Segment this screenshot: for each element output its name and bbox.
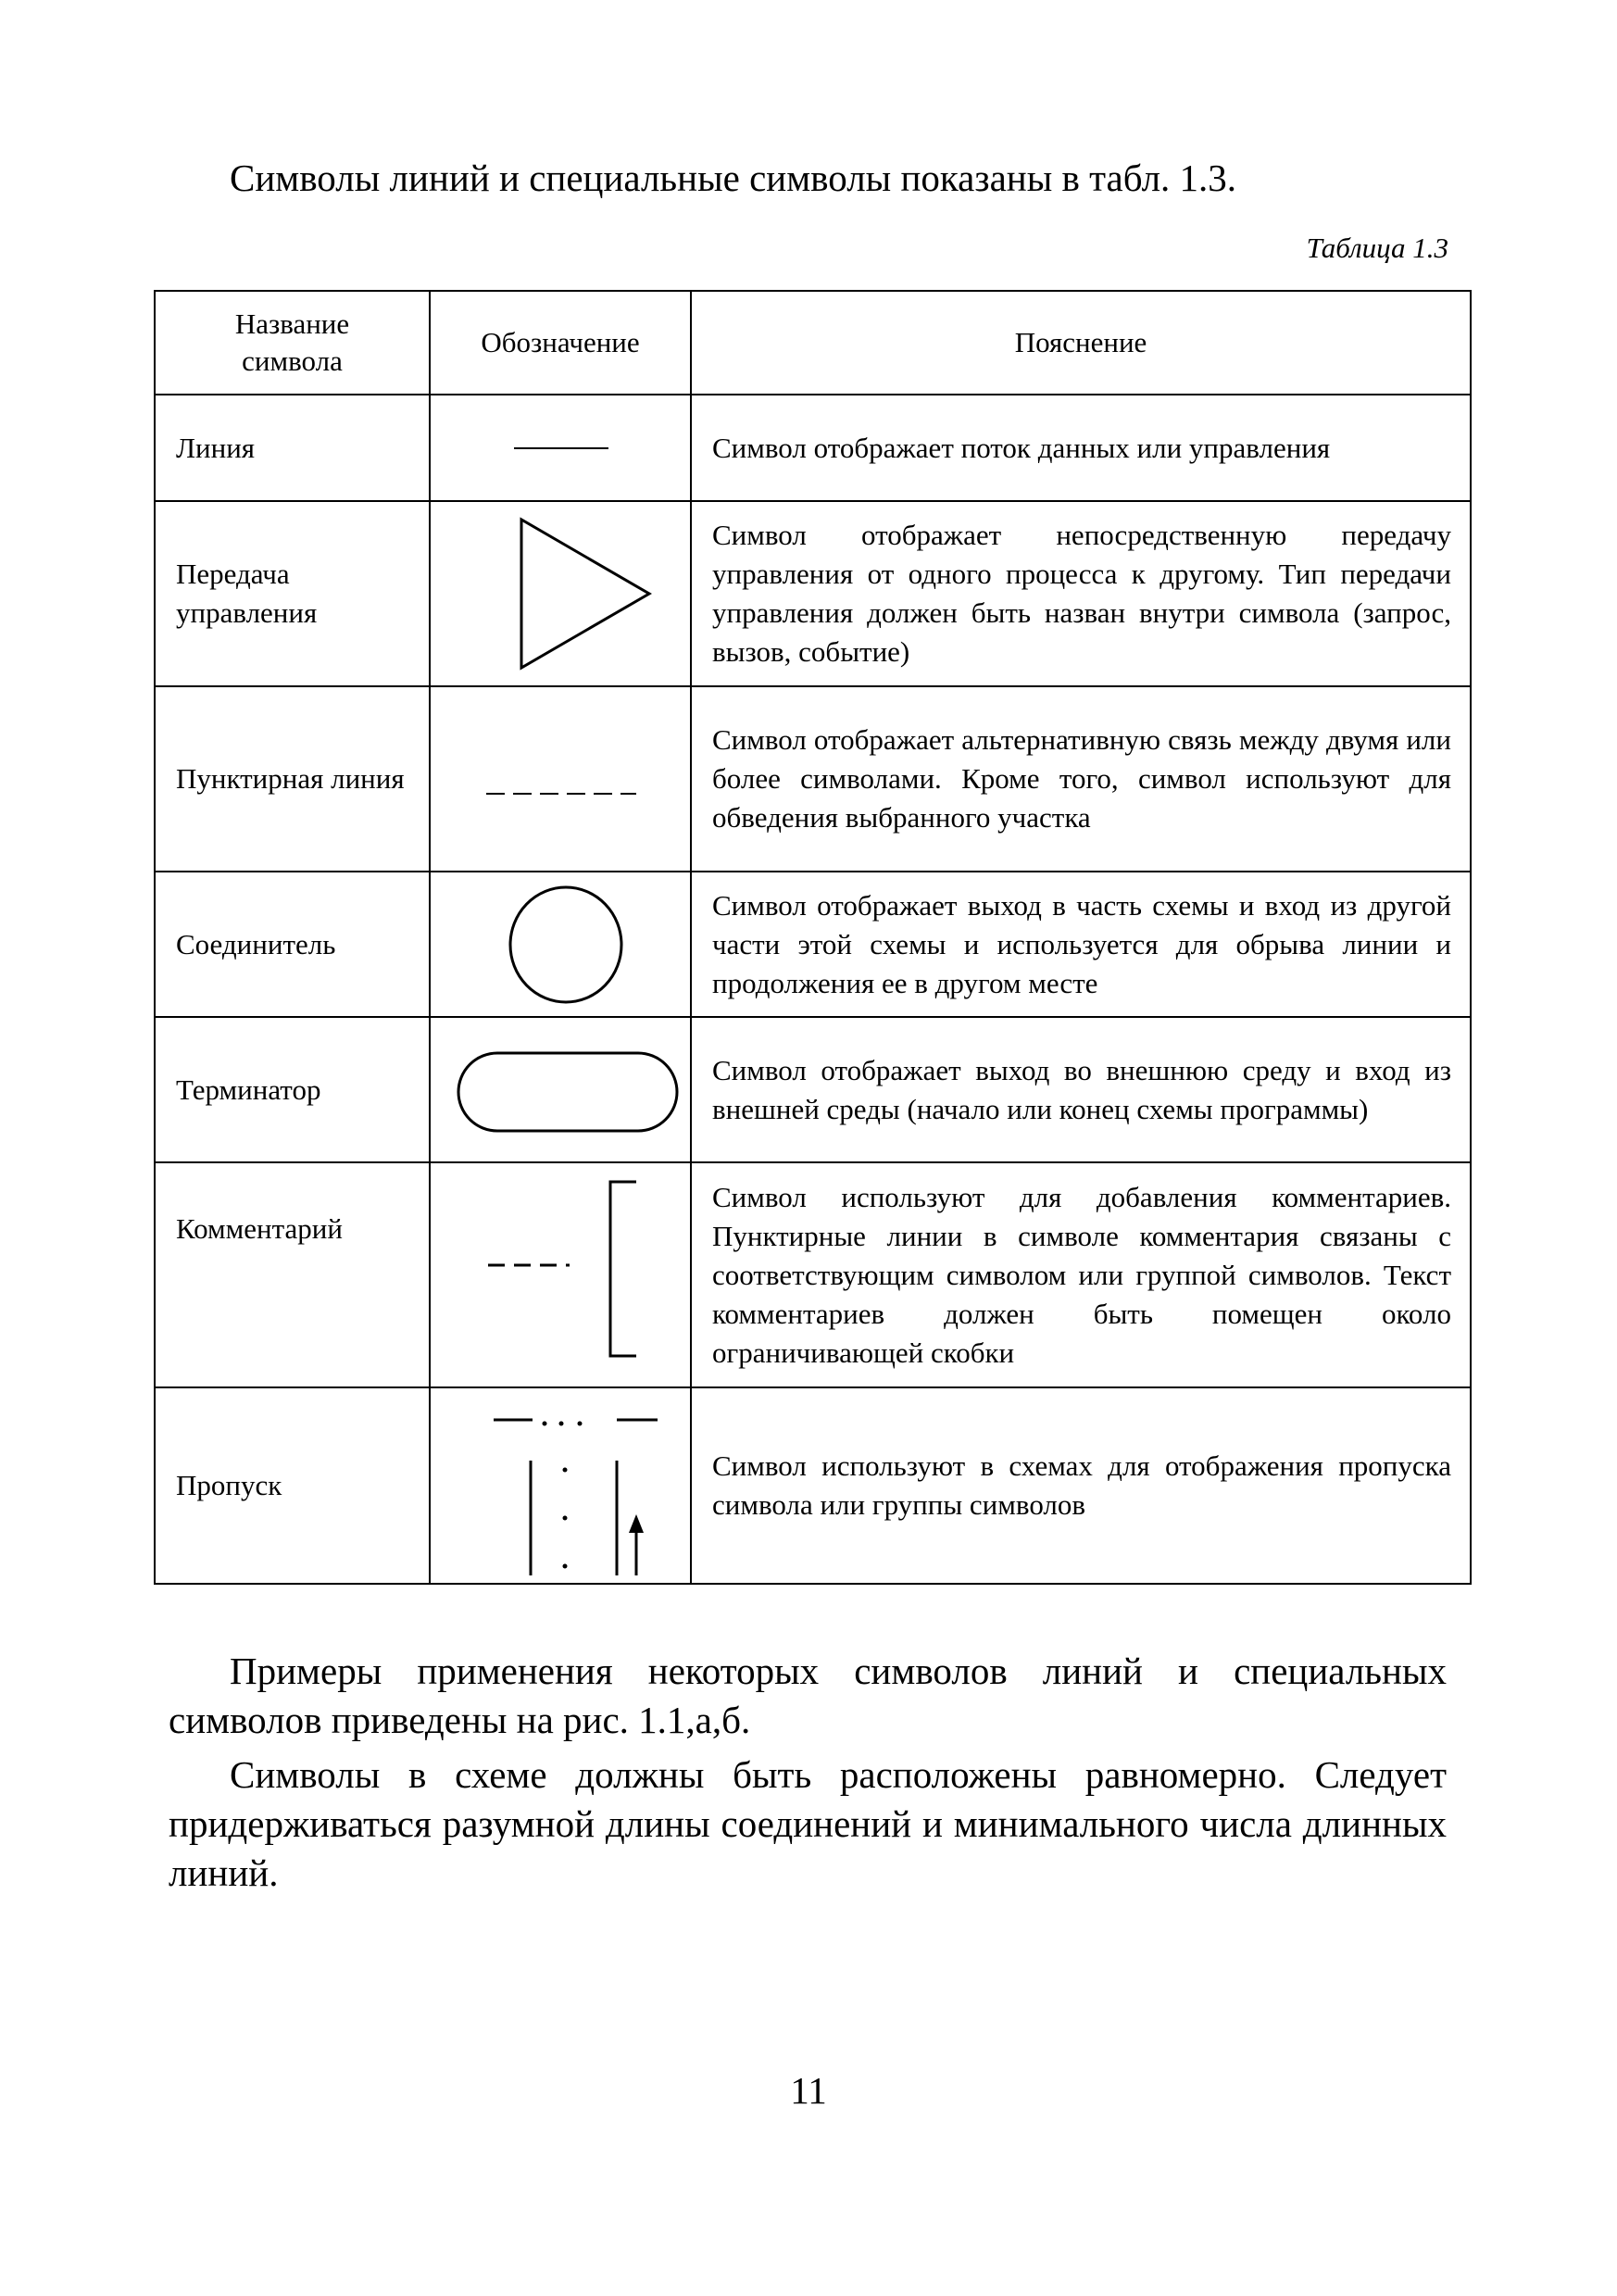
row-description: Символ отображает поток данных или управления xyxy=(691,395,1471,501)
row-name: Соединитель xyxy=(155,872,430,1017)
symbols-table xyxy=(154,290,1472,1585)
row-name: Линия xyxy=(155,395,430,501)
header-name: Название символа xyxy=(155,291,430,395)
page-number: 11 xyxy=(790,2069,827,2112)
table-row xyxy=(155,1387,1471,1584)
table-header-row xyxy=(155,291,1471,395)
table-row xyxy=(155,686,1471,872)
row-name: Комментарий xyxy=(155,1162,430,1387)
line-icon xyxy=(431,430,692,467)
paragraph-examples: Примеры применения некоторых символов линий и специальных символов приведены на рис. 1.1,а,б. xyxy=(169,1650,1447,1741)
row-name: Терминатор xyxy=(155,1017,430,1162)
control-transfer-triangle-icon xyxy=(431,512,692,675)
row-symbol xyxy=(430,501,691,686)
row-description: Символ отображает выход в часть схемы и вход из другой части этой схемы и используется для обрыва линии и продолжения ее в другом месте xyxy=(691,872,1471,1017)
row-name: Передача управления xyxy=(155,501,430,686)
table-row xyxy=(155,1017,1471,1162)
table-caption: Таблица 1.3 xyxy=(1306,232,1448,264)
header-symbol: Обозначение xyxy=(430,291,691,395)
table-row xyxy=(155,395,1471,501)
connector-circle-icon xyxy=(431,880,692,1010)
row-symbol xyxy=(430,686,691,872)
omission-icon xyxy=(431,1388,692,1583)
row-description: Символ отображает непосредственную передачу управления от одного процесса к другому. Тип передачи управления должен быть назван внутри символа (запрос, вызов, событие) xyxy=(691,501,1471,686)
header-description: Пояснение xyxy=(691,291,1471,395)
row-name: Пропуск xyxy=(155,1387,430,1584)
terminator-rounded-rect-icon xyxy=(431,1044,692,1136)
table-row xyxy=(155,501,1471,686)
paragraph-layout-advice: Символы в схеме должны быть расположены равномерно. Следует придерживаться разумной длины соединений и минимального числа длинных линий. xyxy=(169,1753,1447,1894)
row-name: Пунктирная линия xyxy=(155,686,430,872)
intro-text: Символы линий и специальные символы показаны в табл. 1.3. xyxy=(230,157,1237,199)
table-row xyxy=(155,872,1471,1017)
row-symbol xyxy=(430,1162,691,1387)
row-description: Символ используют в схемах для отображения пропуска символа или группы символов xyxy=(691,1387,1471,1584)
row-description: Символ отображает выход во внешнюю среду и вход из внешней среды (начало или конец схемы программы) xyxy=(691,1017,1471,1162)
table-row xyxy=(155,1162,1471,1387)
dashed-line-icon xyxy=(431,742,692,816)
row-symbol xyxy=(430,395,691,501)
row-description: Символ отображает альтернативную связь между двумя или более символами. Кроме того, символ используют для обведения выбранного участка xyxy=(691,686,1471,872)
row-symbol xyxy=(430,1017,691,1162)
comment-bracket-icon xyxy=(431,1169,692,1382)
row-symbol xyxy=(430,1387,691,1584)
row-description: Символ используют для добавления комментариев. Пунктирные линии в символе комментария связаны с соответствующим символом или группой символов. Текст комментариев должен быть помещен около ограничивающей скобки xyxy=(691,1162,1471,1387)
row-symbol xyxy=(430,872,691,1017)
